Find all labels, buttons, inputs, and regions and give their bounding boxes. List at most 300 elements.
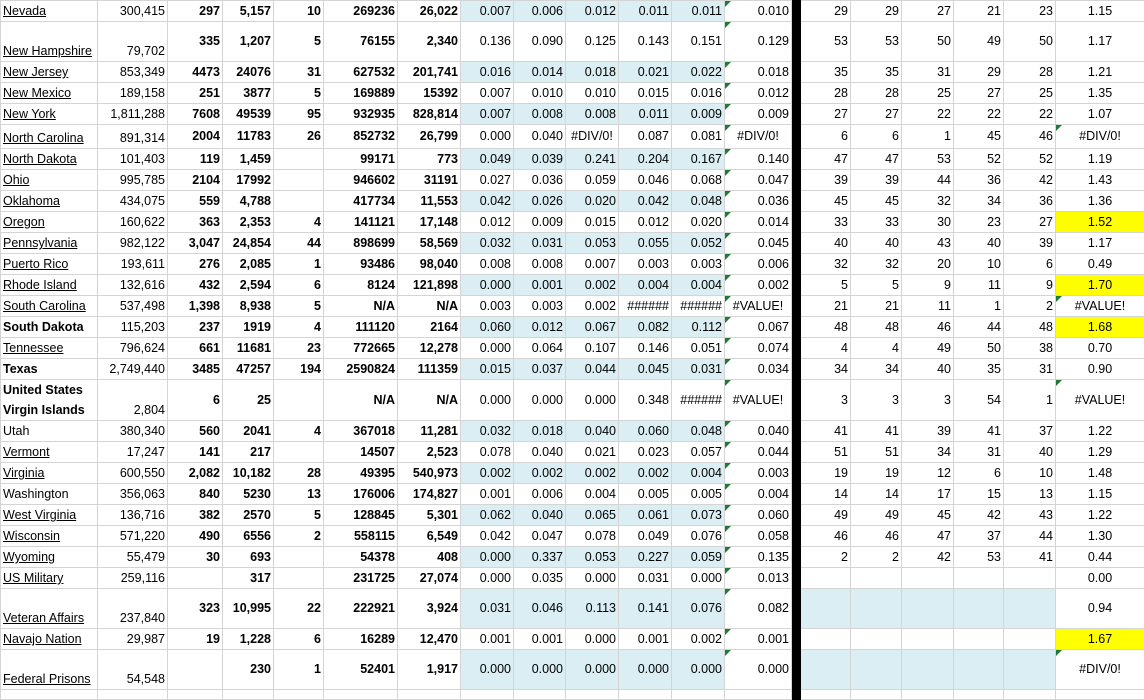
cell-rank-2[interactable] <box>851 275 902 296</box>
error-indicator-icon[interactable] <box>725 484 731 490</box>
cell-rate-1[interactable] <box>461 83 514 104</box>
cell-rate-2[interactable] <box>514 170 566 191</box>
cell-rank-1[interactable] <box>801 254 851 275</box>
separator-column[interactable] <box>792 359 801 380</box>
cell-value-5[interactable] <box>324 62 398 83</box>
cell-value-2[interactable] <box>168 149 223 170</box>
cell-rate-5[interactable] <box>672 589 725 629</box>
cell-value-1[interactable] <box>98 83 168 104</box>
cell-rank-5[interactable] <box>1004 484 1056 505</box>
empty-cell[interactable] <box>619 690 672 700</box>
cell-value-3[interactable] <box>223 149 274 170</box>
cell-rank-4[interactable] <box>954 83 1004 104</box>
cell-name[interactable] <box>1 275 98 296</box>
cell-rank-3[interactable] <box>902 484 954 505</box>
cell-rate-4[interactable] <box>619 191 672 212</box>
cell-rate-3[interactable] <box>566 275 619 296</box>
cell-name[interactable] <box>1 547 98 568</box>
cell-rank-3[interactable] <box>902 629 954 650</box>
cell-ratio[interactable] <box>1056 317 1144 338</box>
cell-value-1[interactable] <box>98 484 168 505</box>
cell-rank-5[interactable] <box>1004 338 1056 359</box>
cell-rate-5[interactable] <box>672 104 725 125</box>
cell-rank-2[interactable] <box>851 421 902 442</box>
cell-rank-4[interactable] <box>954 359 1004 380</box>
cell-rate-2[interactable] <box>514 317 566 338</box>
cell-rate-4[interactable] <box>619 125 672 149</box>
cell-value-3[interactable] <box>223 62 274 83</box>
cell-rate-3[interactable] <box>566 589 619 629</box>
cell-rank-5[interactable] <box>1004 589 1056 629</box>
cell-rate-5[interactable] <box>672 629 725 650</box>
cell-rate-1[interactable] <box>461 484 514 505</box>
cell-value-6[interactable] <box>398 1 461 22</box>
cell-ratio[interactable] <box>1056 125 1144 149</box>
error-indicator-icon[interactable] <box>1056 125 1062 131</box>
error-indicator-icon[interactable] <box>725 505 731 511</box>
cell-value-4[interactable] <box>274 296 324 317</box>
cell-rank-1[interactable] <box>801 484 851 505</box>
cell-rank-3[interactable] <box>902 505 954 526</box>
cell-value-5[interactable] <box>324 421 398 442</box>
cell-rate-3[interactable] <box>566 359 619 380</box>
cell-rate-4[interactable] <box>619 505 672 526</box>
cell-rank-1[interactable] <box>801 212 851 233</box>
cell-ratio[interactable] <box>1056 62 1144 83</box>
cell-average[interactable] <box>725 589 792 629</box>
cell-rank-5[interactable] <box>1004 359 1056 380</box>
cell-rate-2[interactable] <box>514 254 566 275</box>
cell-average[interactable] <box>725 254 792 275</box>
cell-name[interactable] <box>1 317 98 338</box>
cell-rank-2[interactable] <box>851 191 902 212</box>
cell-rate-4[interactable] <box>619 212 672 233</box>
cell-rate-4[interactable] <box>619 254 672 275</box>
cell-value-6[interactable] <box>398 83 461 104</box>
separator-column[interactable] <box>792 547 801 568</box>
cell-rank-2[interactable] <box>851 296 902 317</box>
cell-value-3[interactable] <box>223 1 274 22</box>
separator-column[interactable] <box>792 296 801 317</box>
cell-name[interactable] <box>1 296 98 317</box>
cell-value-3[interactable] <box>223 380 274 421</box>
cell-rate-4[interactable] <box>619 296 672 317</box>
error-indicator-icon[interactable] <box>725 191 731 197</box>
cell-rate-5[interactable] <box>672 359 725 380</box>
cell-value-4[interactable] <box>274 22 324 62</box>
cell-rank-3[interactable] <box>902 359 954 380</box>
cell-rate-1[interactable] <box>461 380 514 421</box>
cell-rate-1[interactable] <box>461 125 514 149</box>
cell-rank-4[interactable] <box>954 442 1004 463</box>
cell-rank-1[interactable] <box>801 317 851 338</box>
cell-value-1[interactable] <box>98 589 168 629</box>
separator-column[interactable] <box>792 380 801 421</box>
cell-value-5[interactable] <box>324 568 398 589</box>
cell-rate-3[interactable] <box>566 484 619 505</box>
cell-ratio[interactable] <box>1056 296 1144 317</box>
cell-rank-3[interactable] <box>902 526 954 547</box>
cell-name[interactable] <box>1 505 98 526</box>
cell-rate-4[interactable] <box>619 338 672 359</box>
cell-value-4[interactable] <box>274 254 324 275</box>
error-indicator-icon[interactable] <box>725 317 731 323</box>
cell-ratio[interactable] <box>1056 568 1144 589</box>
cell-ratio[interactable] <box>1056 1 1144 22</box>
error-indicator-icon[interactable] <box>725 212 731 218</box>
cell-rank-3[interactable] <box>902 1 954 22</box>
cell-rank-4[interactable] <box>954 650 1004 690</box>
cell-rank-5[interactable] <box>1004 568 1056 589</box>
cell-rank-3[interactable] <box>902 212 954 233</box>
cell-value-5[interactable] <box>324 380 398 421</box>
cell-value-5[interactable] <box>324 275 398 296</box>
cell-value-6[interactable] <box>398 359 461 380</box>
cell-name[interactable] <box>1 104 98 125</box>
cell-value-6[interactable] <box>398 170 461 191</box>
cell-rate-5[interactable] <box>672 421 725 442</box>
cell-ratio[interactable] <box>1056 104 1144 125</box>
cell-name[interactable] <box>1 83 98 104</box>
cell-rank-1[interactable] <box>801 170 851 191</box>
cell-rank-5[interactable] <box>1004 22 1056 62</box>
empty-cell[interactable] <box>566 690 619 700</box>
empty-cell[interactable] <box>954 690 1004 700</box>
cell-rank-5[interactable] <box>1004 233 1056 254</box>
cell-rate-4[interactable] <box>619 170 672 191</box>
cell-average[interactable] <box>725 359 792 380</box>
cell-rate-4[interactable] <box>619 380 672 421</box>
cell-rate-1[interactable] <box>461 650 514 690</box>
cell-rank-2[interactable] <box>851 526 902 547</box>
cell-rank-3[interactable] <box>902 650 954 690</box>
cell-rank-1[interactable] <box>801 421 851 442</box>
cell-rank-5[interactable] <box>1004 170 1056 191</box>
cell-rank-5[interactable] <box>1004 526 1056 547</box>
cell-rate-1[interactable] <box>461 170 514 191</box>
cell-rate-2[interactable] <box>514 296 566 317</box>
cell-rate-1[interactable] <box>461 442 514 463</box>
cell-name[interactable] <box>1 338 98 359</box>
separator-column[interactable] <box>792 338 801 359</box>
cell-average[interactable] <box>725 568 792 589</box>
cell-rank-2[interactable] <box>851 149 902 170</box>
cell-rate-4[interactable] <box>619 275 672 296</box>
cell-name[interactable] <box>1 421 98 442</box>
cell-ratio[interactable] <box>1056 629 1144 650</box>
cell-rate-5[interactable] <box>672 484 725 505</box>
cell-value-4[interactable] <box>274 170 324 191</box>
error-indicator-icon[interactable] <box>725 650 731 656</box>
cell-rank-4[interactable] <box>954 505 1004 526</box>
separator-column[interactable] <box>792 62 801 83</box>
cell-rank-4[interactable] <box>954 212 1004 233</box>
cell-rank-2[interactable] <box>851 650 902 690</box>
cell-rank-1[interactable] <box>801 191 851 212</box>
cell-rank-2[interactable] <box>851 380 902 421</box>
cell-value-1[interactable] <box>98 338 168 359</box>
cell-rate-4[interactable] <box>619 104 672 125</box>
cell-rank-5[interactable] <box>1004 83 1056 104</box>
cell-average[interactable] <box>725 296 792 317</box>
cell-rank-2[interactable] <box>851 484 902 505</box>
cell-value-5[interactable] <box>324 526 398 547</box>
cell-rank-1[interactable] <box>801 380 851 421</box>
cell-value-2[interactable] <box>168 125 223 149</box>
cell-rate-2[interactable] <box>514 212 566 233</box>
cell-name[interactable] <box>1 254 98 275</box>
cell-ratio[interactable] <box>1056 505 1144 526</box>
cell-rate-2[interactable] <box>514 629 566 650</box>
cell-value-3[interactable] <box>223 359 274 380</box>
cell-rate-1[interactable] <box>461 233 514 254</box>
cell-value-1[interactable] <box>98 568 168 589</box>
cell-value-4[interactable] <box>274 233 324 254</box>
cell-value-1[interactable] <box>98 275 168 296</box>
cell-rank-4[interactable] <box>954 547 1004 568</box>
cell-rank-4[interactable] <box>954 568 1004 589</box>
cell-value-6[interactable] <box>398 22 461 62</box>
cell-rate-2[interactable] <box>514 359 566 380</box>
separator-column[interactable] <box>792 568 801 589</box>
cell-value-1[interactable] <box>98 170 168 191</box>
cell-name[interactable] <box>1 380 98 421</box>
separator-column[interactable] <box>792 233 801 254</box>
empty-cell[interactable] <box>398 690 461 700</box>
cell-rank-1[interactable] <box>801 233 851 254</box>
cell-ratio[interactable] <box>1056 212 1144 233</box>
cell-rate-5[interactable] <box>672 442 725 463</box>
cell-rank-4[interactable] <box>954 317 1004 338</box>
cell-rate-2[interactable] <box>514 104 566 125</box>
cell-value-1[interactable] <box>98 125 168 149</box>
cell-rank-2[interactable] <box>851 568 902 589</box>
cell-rank-5[interactable] <box>1004 442 1056 463</box>
cell-value-6[interactable] <box>398 338 461 359</box>
error-indicator-icon[interactable] <box>725 275 731 281</box>
separator-column[interactable] <box>792 690 801 700</box>
error-indicator-icon[interactable] <box>725 463 731 469</box>
cell-rank-2[interactable] <box>851 125 902 149</box>
cell-value-2[interactable] <box>168 83 223 104</box>
cell-value-2[interactable] <box>168 233 223 254</box>
cell-rank-4[interactable] <box>954 421 1004 442</box>
cell-rate-2[interactable] <box>514 484 566 505</box>
error-indicator-icon[interactable] <box>725 296 731 302</box>
cell-rank-1[interactable] <box>801 149 851 170</box>
cell-value-4[interactable] <box>274 442 324 463</box>
cell-rate-1[interactable] <box>461 212 514 233</box>
cell-rank-4[interactable] <box>954 380 1004 421</box>
cell-value-3[interactable] <box>223 421 274 442</box>
cell-average[interactable] <box>725 149 792 170</box>
error-indicator-icon[interactable] <box>725 421 731 427</box>
cell-rate-1[interactable] <box>461 149 514 170</box>
cell-value-3[interactable] <box>223 170 274 191</box>
error-indicator-icon[interactable] <box>1056 650 1062 656</box>
cell-rate-1[interactable] <box>461 254 514 275</box>
cell-average[interactable] <box>725 526 792 547</box>
cell-value-5[interactable] <box>324 22 398 62</box>
cell-rate-4[interactable] <box>619 359 672 380</box>
cell-name[interactable] <box>1 589 98 629</box>
cell-rate-3[interactable] <box>566 629 619 650</box>
cell-rate-5[interactable] <box>672 317 725 338</box>
cell-rank-1[interactable] <box>801 629 851 650</box>
cell-rank-3[interactable] <box>902 568 954 589</box>
cell-rate-5[interactable] <box>672 212 725 233</box>
cell-rank-4[interactable] <box>954 254 1004 275</box>
cell-rate-2[interactable] <box>514 421 566 442</box>
cell-value-4[interactable] <box>274 62 324 83</box>
cell-rate-2[interactable] <box>514 338 566 359</box>
cell-value-3[interactable] <box>223 505 274 526</box>
cell-value-1[interactable] <box>98 421 168 442</box>
cell-rank-5[interactable] <box>1004 380 1056 421</box>
cell-value-6[interactable] <box>398 317 461 338</box>
cell-rank-4[interactable] <box>954 463 1004 484</box>
cell-value-4[interactable] <box>274 526 324 547</box>
cell-rate-5[interactable] <box>672 275 725 296</box>
cell-rank-5[interactable] <box>1004 547 1056 568</box>
error-indicator-icon[interactable] <box>725 149 731 155</box>
cell-value-5[interactable] <box>324 1 398 22</box>
cell-value-4[interactable] <box>274 568 324 589</box>
cell-value-6[interactable] <box>398 149 461 170</box>
cell-value-4[interactable] <box>274 380 324 421</box>
cell-value-3[interactable] <box>223 233 274 254</box>
cell-value-5[interactable] <box>324 83 398 104</box>
cell-rank-5[interactable] <box>1004 463 1056 484</box>
cell-rank-2[interactable] <box>851 589 902 629</box>
cell-rate-1[interactable] <box>461 505 514 526</box>
cell-ratio[interactable] <box>1056 589 1144 629</box>
cell-value-1[interactable] <box>98 650 168 690</box>
cell-average[interactable] <box>725 275 792 296</box>
cell-rate-3[interactable] <box>566 149 619 170</box>
cell-value-2[interactable] <box>168 338 223 359</box>
cell-value-6[interactable] <box>398 254 461 275</box>
cell-rank-3[interactable] <box>902 296 954 317</box>
cell-average[interactable] <box>725 1 792 22</box>
cell-value-2[interactable] <box>168 104 223 125</box>
cell-ratio[interactable] <box>1056 83 1144 104</box>
cell-value-5[interactable] <box>324 650 398 690</box>
separator-column[interactable] <box>792 254 801 275</box>
cell-average[interactable] <box>725 547 792 568</box>
cell-rank-2[interactable] <box>851 442 902 463</box>
cell-rate-4[interactable] <box>619 83 672 104</box>
cell-value-3[interactable] <box>223 526 274 547</box>
cell-rank-4[interactable] <box>954 589 1004 629</box>
cell-value-1[interactable] <box>98 442 168 463</box>
cell-rate-3[interactable] <box>566 526 619 547</box>
cell-rank-4[interactable] <box>954 125 1004 149</box>
cell-ratio[interactable] <box>1056 359 1144 380</box>
cell-rate-3[interactable] <box>566 212 619 233</box>
cell-value-3[interactable] <box>223 484 274 505</box>
separator-column[interactable] <box>792 463 801 484</box>
cell-rate-3[interactable] <box>566 317 619 338</box>
cell-ratio[interactable] <box>1056 442 1144 463</box>
cell-rate-2[interactable] <box>514 650 566 690</box>
cell-rate-1[interactable] <box>461 191 514 212</box>
cell-average[interactable] <box>725 629 792 650</box>
cell-rate-5[interactable] <box>672 254 725 275</box>
cell-name[interactable] <box>1 233 98 254</box>
cell-rank-3[interactable] <box>902 421 954 442</box>
cell-value-1[interactable] <box>98 547 168 568</box>
error-indicator-icon[interactable] <box>725 22 731 28</box>
cell-value-6[interactable] <box>398 62 461 83</box>
cell-rank-5[interactable] <box>1004 254 1056 275</box>
cell-value-6[interactable] <box>398 547 461 568</box>
cell-rate-1[interactable] <box>461 421 514 442</box>
cell-rate-2[interactable] <box>514 547 566 568</box>
cell-rank-2[interactable] <box>851 629 902 650</box>
cell-rank-4[interactable] <box>954 170 1004 191</box>
cell-ratio[interactable] <box>1056 547 1144 568</box>
error-indicator-icon[interactable] <box>725 589 731 595</box>
cell-rate-1[interactable] <box>461 547 514 568</box>
cell-value-6[interactable] <box>398 421 461 442</box>
cell-average[interactable] <box>725 484 792 505</box>
cell-rate-1[interactable] <box>461 62 514 83</box>
cell-ratio[interactable] <box>1056 170 1144 191</box>
cell-rate-5[interactable] <box>672 170 725 191</box>
cell-value-5[interactable] <box>324 254 398 275</box>
cell-average[interactable] <box>725 338 792 359</box>
cell-ratio[interactable] <box>1056 338 1144 359</box>
cell-value-3[interactable] <box>223 254 274 275</box>
empty-cell[interactable] <box>223 690 274 700</box>
cell-value-2[interactable] <box>168 380 223 421</box>
cell-rate-5[interactable] <box>672 526 725 547</box>
cell-rank-2[interactable] <box>851 83 902 104</box>
cell-rate-1[interactable] <box>461 275 514 296</box>
cell-rank-4[interactable] <box>954 1 1004 22</box>
cell-average[interactable] <box>725 650 792 690</box>
cell-value-2[interactable] <box>168 359 223 380</box>
cell-rank-4[interactable] <box>954 191 1004 212</box>
cell-rank-1[interactable] <box>801 526 851 547</box>
cell-rank-3[interactable] <box>902 62 954 83</box>
cell-rank-5[interactable] <box>1004 212 1056 233</box>
error-indicator-icon[interactable] <box>725 62 731 68</box>
cell-value-5[interactable] <box>324 149 398 170</box>
cell-rank-5[interactable] <box>1004 191 1056 212</box>
cell-rank-3[interactable] <box>902 191 954 212</box>
cell-rank-1[interactable] <box>801 275 851 296</box>
cell-rank-2[interactable] <box>851 547 902 568</box>
cell-value-1[interactable] <box>98 296 168 317</box>
cell-value-5[interactable] <box>324 170 398 191</box>
cell-rank-5[interactable] <box>1004 629 1056 650</box>
cell-rate-4[interactable] <box>619 629 672 650</box>
cell-ratio[interactable] <box>1056 275 1144 296</box>
cell-rank-4[interactable] <box>954 104 1004 125</box>
cell-rank-1[interactable] <box>801 1 851 22</box>
cell-value-2[interactable] <box>168 191 223 212</box>
cell-value-3[interactable] <box>223 296 274 317</box>
empty-cell[interactable] <box>1056 690 1144 700</box>
cell-name[interactable] <box>1 149 98 170</box>
cell-value-3[interactable] <box>223 125 274 149</box>
cell-value-5[interactable] <box>324 296 398 317</box>
cell-rate-3[interactable] <box>566 1 619 22</box>
empty-cell[interactable] <box>324 690 398 700</box>
empty-cell[interactable] <box>98 690 168 700</box>
